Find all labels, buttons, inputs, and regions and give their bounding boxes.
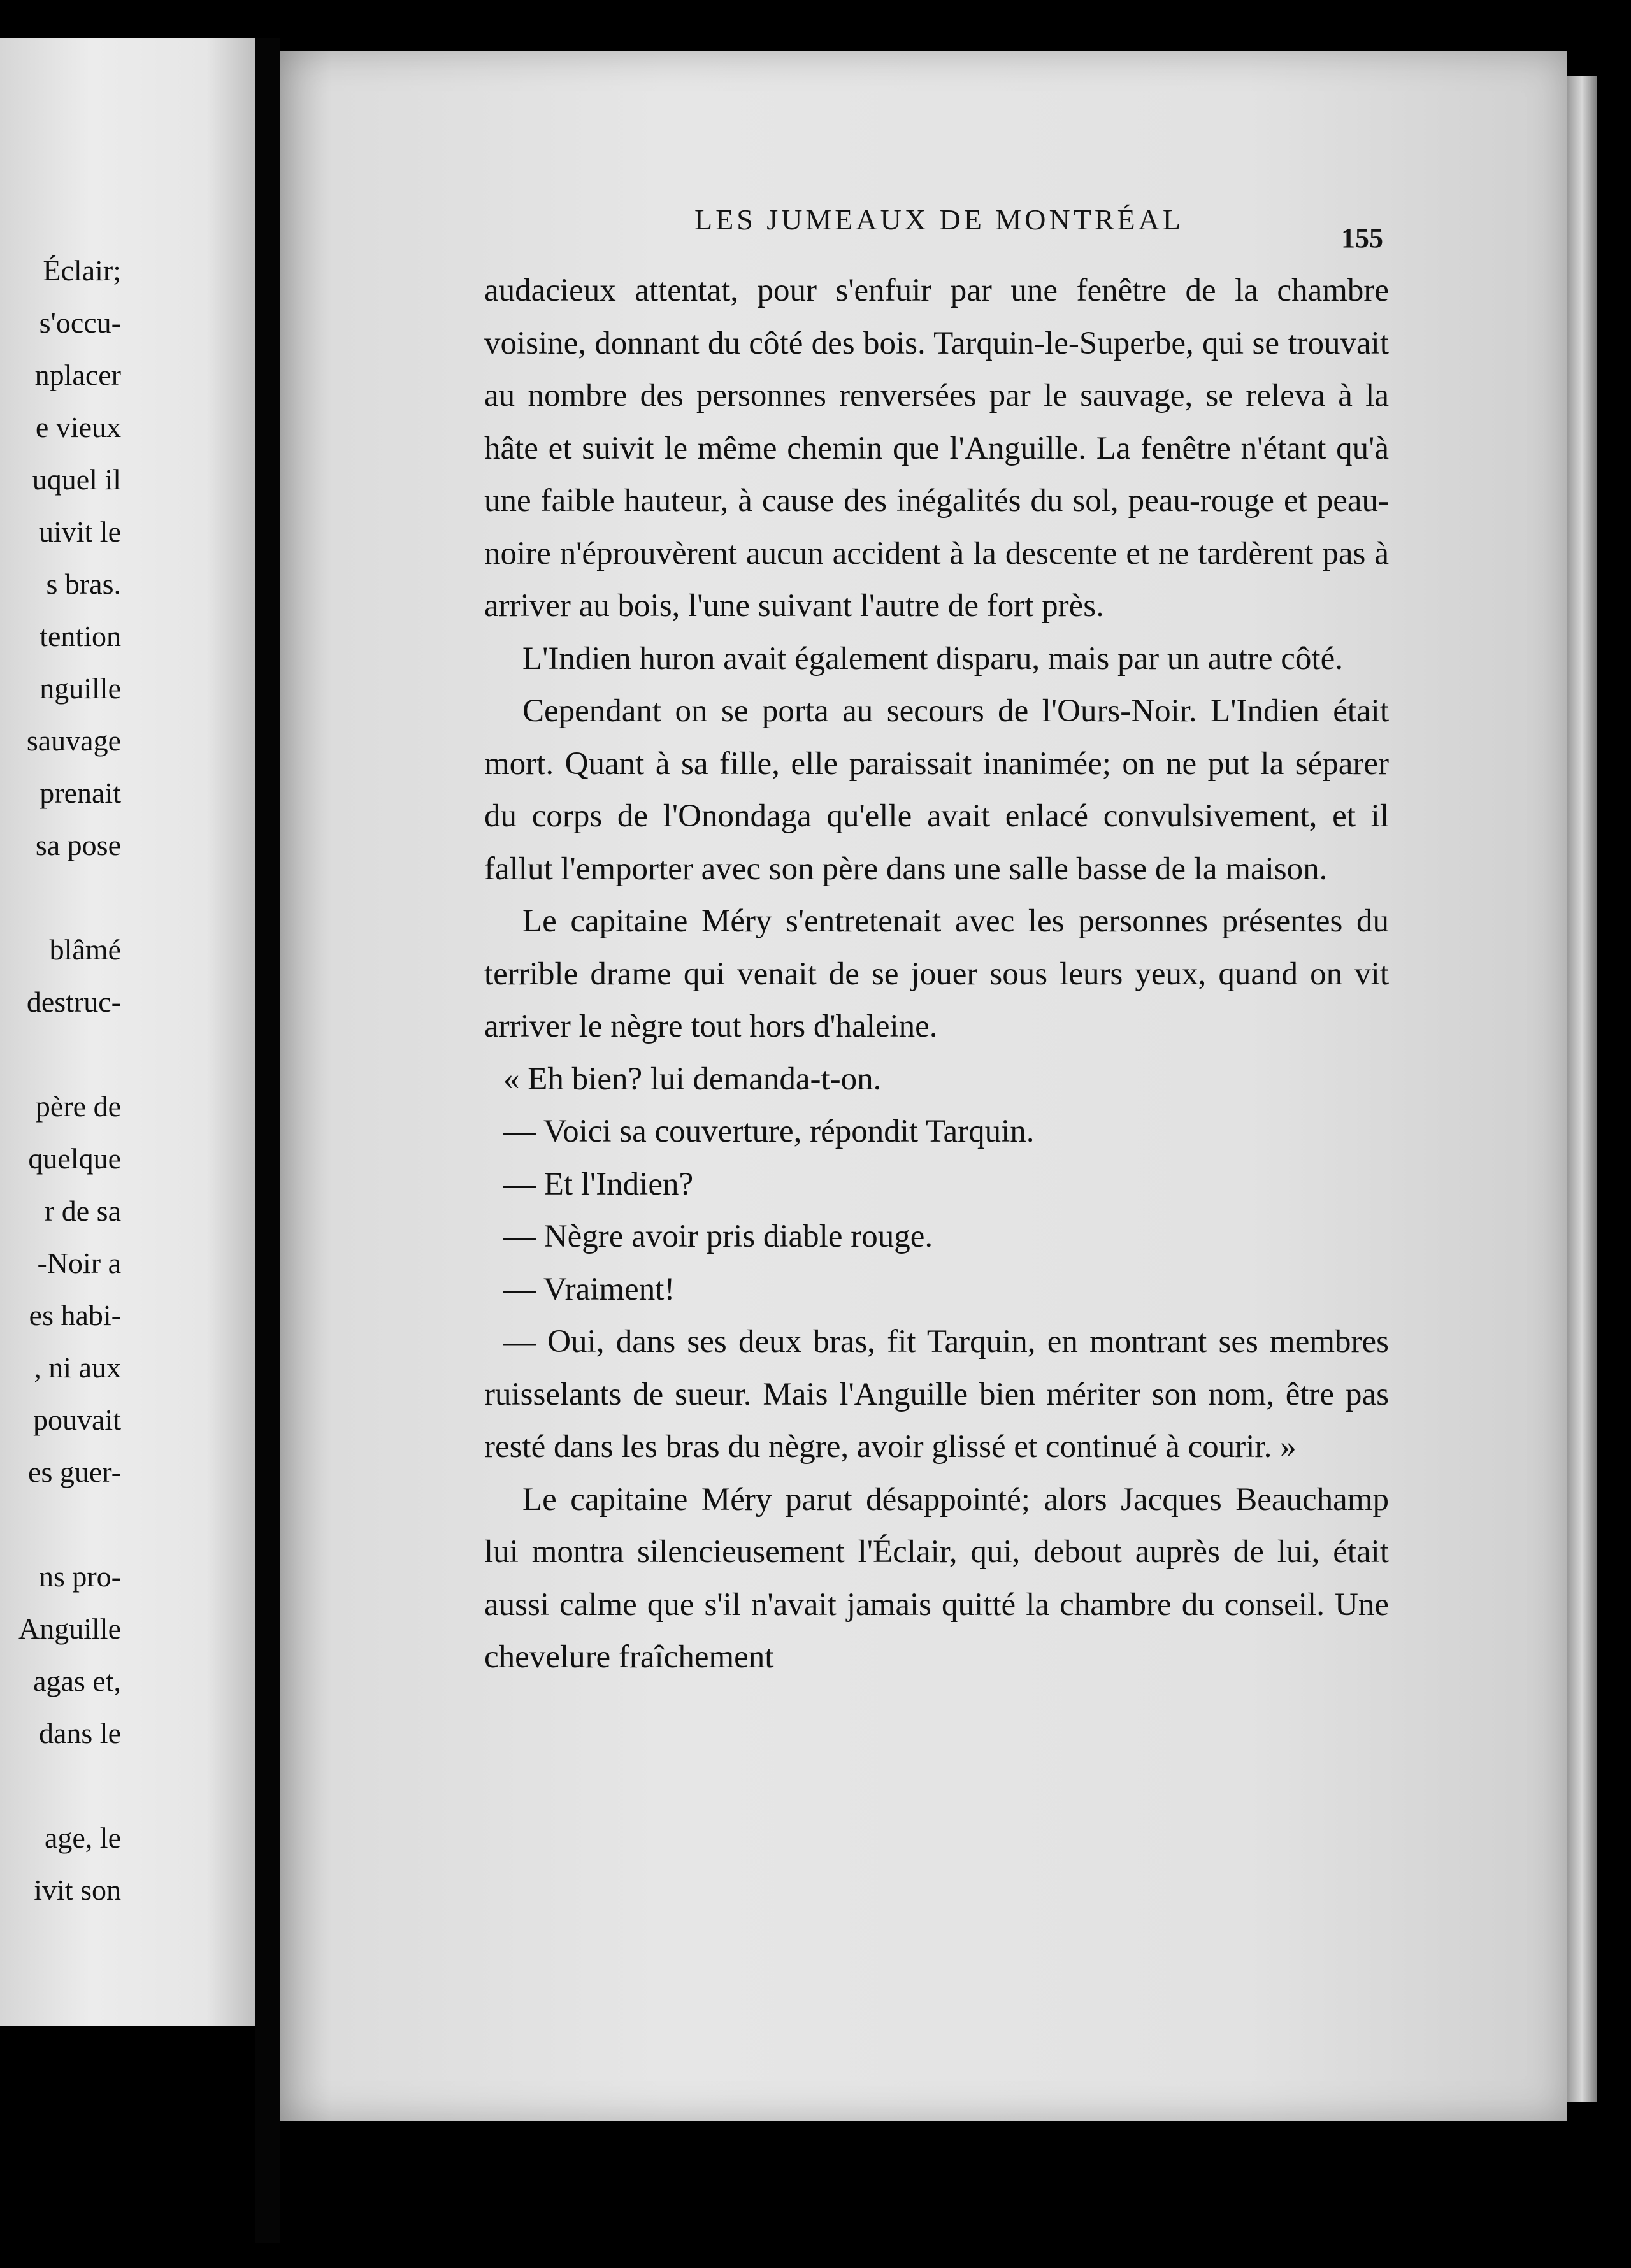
left-line: e vieux: [35, 411, 121, 443]
left-line: s bras.: [46, 568, 121, 600]
paragraph: audacieux attentat, pour s'enfuir par une fenêtre de la chambre voisine, donnant du côté des bois. Tarquin-le-Superbe, qui se trouvait au nombre des personnes renversées par le sauvage, se releva à la hâte et suivit le même chemin que l'Anguille. La fenêtre n'étant qu'à une faible hauteur, à cause des inégalités du sol, peau-rouge et peau-noire n'éprouvèrent aucun accident à la descente et ne tardèrent pas à arriver au bois, l'une suivant l'autre de fort près.: [484, 273, 1389, 624]
dialogue-line: — Oui, dans ses deux bras, fit Tarquin, en montrant ses membres ruisselants de sueur. Mais l'Anguille bien mériter son nom, être pas resté dans les bras du nègre, avoir glissé et continué à courir. »: [484, 1324, 1389, 1465]
paragraph: Cependant on se porta au secours de l'Ours-Noir. L'Indien était mort. Quant à sa fille, elle paraissait inanimée; on ne put la séparer du corps de l'Onondaga qu'elle avait enlacé convulsivement, et il fallut l'emporter avec son père dans une salle basse de la maison.: [484, 693, 1389, 887]
left-line: agas et,: [33, 1665, 121, 1697]
dialogue-line: — Et l'Indien?: [503, 1166, 694, 1202]
page-edge: [1567, 76, 1597, 2102]
left-line: dans le: [38, 1717, 121, 1749]
left-line: Anguille: [18, 1612, 121, 1645]
running-title: LES JUMEAUX DE MONTRÉAL: [694, 203, 1184, 236]
left-line: -Noir a: [37, 1247, 121, 1279]
left-line: uivit le: [38, 515, 121, 548]
left-line: quelque: [28, 1142, 121, 1175]
left-line: nguille: [40, 672, 121, 705]
left-line: , ni aux: [34, 1351, 121, 1384]
left-line: r de sa: [44, 1195, 121, 1227]
left-line: sa pose: [35, 829, 121, 861]
left-line: ivit son: [34, 1874, 121, 1906]
left-line: pouvait: [33, 1403, 121, 1436]
left-line: destruc-: [26, 986, 121, 1018]
dialogue-line: — Nègre avoir pris diable rouge.: [503, 1219, 933, 1254]
left-line: blâmé: [49, 933, 121, 966]
left-line: uquel il: [32, 463, 121, 496]
paragraph: L'Indien huron avait également disparu, mais par un autre côté.: [522, 640, 1343, 677]
left-line: sauvage: [26, 724, 121, 757]
left-page: [0, 38, 258, 2026]
left-line: es habi-: [29, 1299, 121, 1331]
dialogue-line: — Voici sa couverture, répondit Tarquin.: [503, 1114, 1035, 1149]
left-line: ns pro-: [38, 1560, 121, 1593]
page-number: 155: [1341, 222, 1383, 254]
left-line: prenait: [40, 777, 121, 809]
left-line: age, le: [44, 1821, 121, 1854]
left-line: nplacer: [34, 359, 121, 391]
dialogue-line: — Vraiment!: [503, 1271, 675, 1307]
page-body: [484, 264, 1389, 1684]
left-line: Éclair;: [43, 254, 121, 287]
dialogue-line: « Eh bien? lui demanda-t-on.: [503, 1061, 882, 1097]
paragraph: Le capitaine Méry parut désappointé; alors Jacques Beauchamp lui montra silencieusement l'Éclair, qui, debout auprès de lui, était aussi calme que s'il n'avait jamais quitté la chambre du conseil. Une chevelure fraîchement: [484, 1481, 1389, 1675]
left-line: es guer-: [28, 1456, 121, 1488]
paragraph: Le capitaine Méry s'entretenait avec les personnes présentes du terrible drame qui venait de se jouer sous leurs yeux, quand on vit arriver le nègre tout hors d'haleine.: [484, 903, 1389, 1044]
left-line: s'occu-: [39, 306, 121, 339]
left-line: père de: [35, 1090, 121, 1123]
left-line: tention: [40, 620, 121, 652]
book-gutter: [255, 38, 280, 2243]
